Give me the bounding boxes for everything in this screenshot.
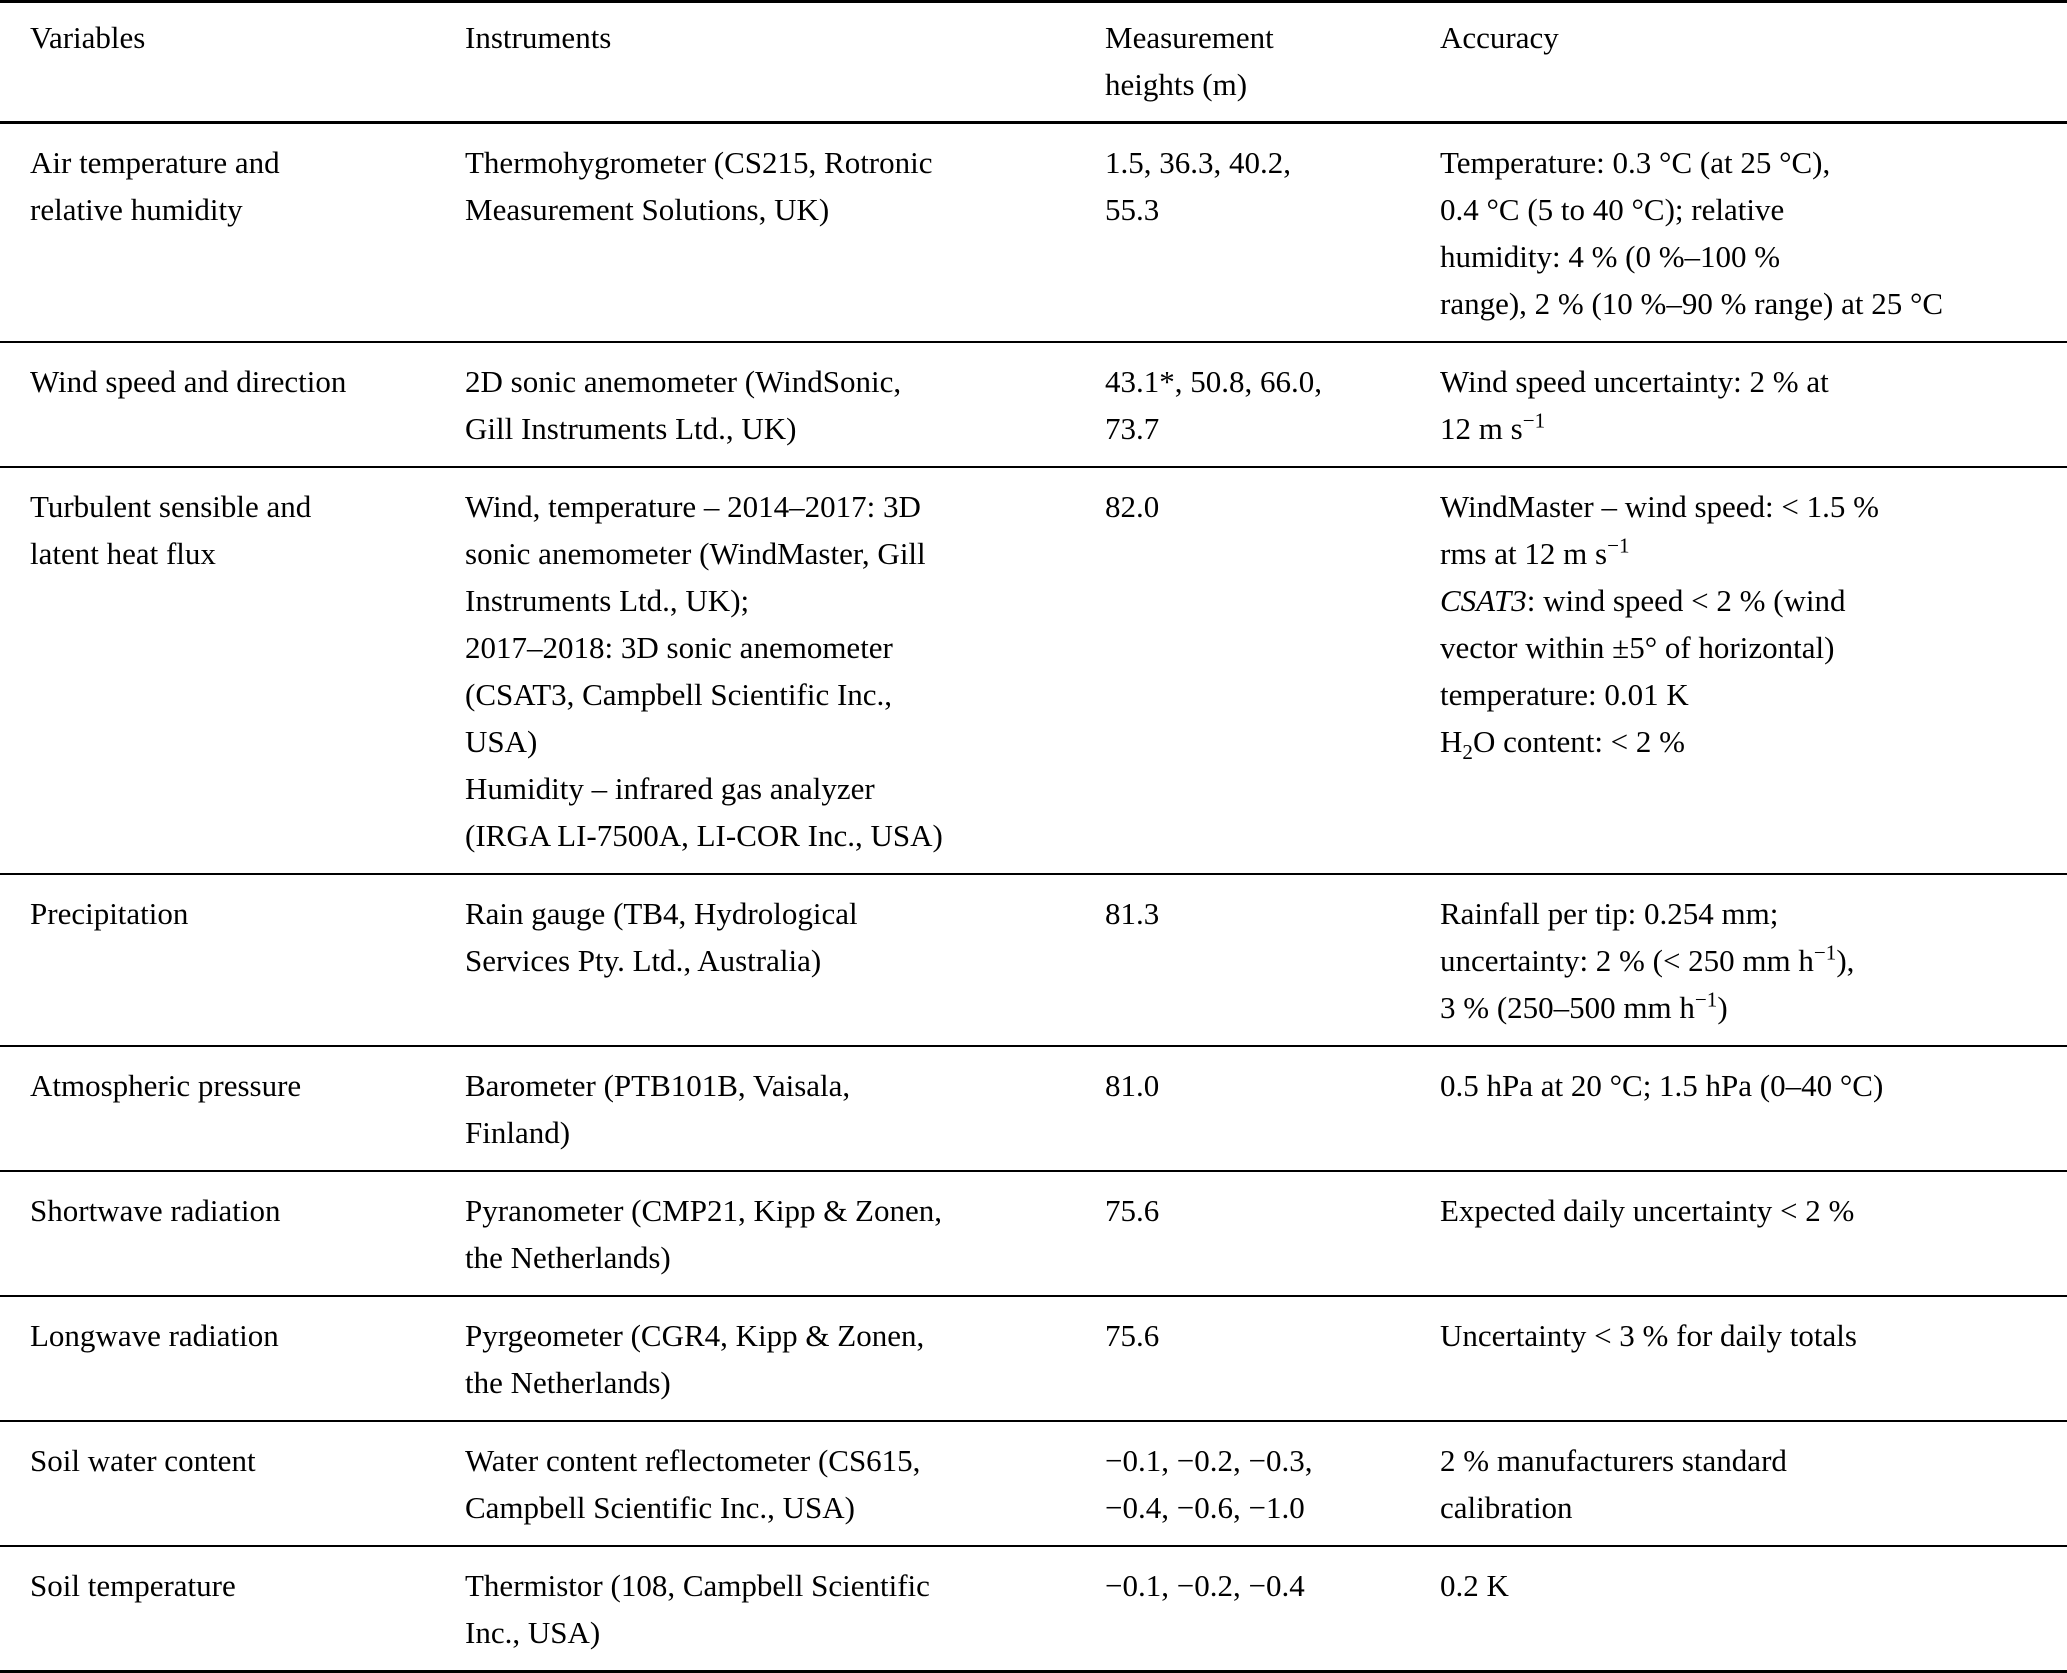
instrument-cell: Wind, temperature – 2014–2017: 3D sonic anemometer (WindMaster, Gill Instruments Ltd., UK); 2017–2018: 3D sonic anemometer (CSAT3, Campbell Scientific Inc., USA) Humidity – infrared gas analyzer (IRGA LI-7500A, LI-COR Inc., USA): [465, 489, 943, 853]
accuracy-cell: Expected daily uncertainty < 2 %: [1440, 1193, 1855, 1228]
accuracy-cell: 0.5 hPa at 20 °C; 1.5 hPa (0–40 °C): [1440, 1068, 1884, 1103]
accuracy-cell: 0.2 K: [1440, 1568, 1509, 1603]
heights-cell: 81.3: [1105, 896, 1160, 931]
variable-cell: Precipitation: [30, 896, 189, 931]
instrument-cell: Barometer (PTB101B, Vaisala, Finland): [465, 1068, 851, 1150]
row-air-temperature-humidity: [0, 123, 2067, 343]
instrument-cell: Thermohygrometer (CS215, Rotronic Measurement Solutions, UK): [465, 145, 933, 227]
variable-cell: Atmospheric pressure: [30, 1068, 302, 1103]
variable-cell: Wind speed and direction: [30, 364, 347, 399]
accuracy-cell: Rainfall per tip: 0.254 mm; uncertainty: 2 % (< 250 mm $h^{-1}$), 3 % (250–500 mm $h^{-1}$): [1440, 896, 1855, 1025]
accuracy-cell: Wind speed uncertainty: 2 % at 12 m $s^{-1}$: [1440, 364, 1829, 446]
heights-cell: −0.1, −0.2, −0.4: [1105, 1568, 1305, 1603]
instrument-cell: Pyrgeometer (CGR4, Kipp & Zonen, the Netherlands): [465, 1318, 925, 1400]
instrument-cell: Rain gauge (TB4, Hydrological Services Pty. Ltd., Australia): [465, 896, 858, 978]
accuracy-cell: Temperature: 0.3 °C (at 25 °C), 0.4 °C (5 to 40 °C); relative humidity: 4 % (0 %–100 % range), 2 % (10 %–90 % range) at 25 °C: [1440, 145, 1944, 321]
row-shortwave-radiation: [0, 1171, 2067, 1296]
variable-cell: Soil water content: [30, 1443, 256, 1478]
instrument-cell: Pyranometer (CMP21, Kipp & Zonen, the Netherlands): [465, 1193, 943, 1275]
variable-cell: Longwave radiation: [30, 1318, 279, 1353]
row-soil-water-content: [0, 1421, 2067, 1546]
accuracy-cell: Uncertainty < 3 % for daily totals: [1440, 1318, 1857, 1353]
heights-cell: −0.1, −0.2, −0.3, −0.4, −0.6, −1.0: [1105, 1443, 1313, 1525]
instrument-cell: Thermistor (108, Campbell Scientific Inc., USA): [465, 1568, 930, 1650]
table-header-row: [0, 2, 2067, 123]
row-turbulent-heat-flux: [0, 467, 2067, 874]
column-header-variables: Variables: [30, 20, 146, 55]
heights-cell: 75.6: [1105, 1318, 1160, 1353]
instrument-cell: 2D sonic anemometer (WindSonic, Gill Instruments Ltd., UK): [465, 364, 902, 446]
column-header-accuracy: Accuracy: [1440, 20, 1559, 55]
row-longwave-radiation: [0, 1296, 2067, 1421]
variable-cell: Soil temperature: [30, 1568, 236, 1603]
heights-cell: 81.0: [1105, 1068, 1160, 1103]
row-precipitation: [0, 874, 2067, 1046]
column-header-measurement-heights: Measurement heights (m): [1105, 20, 1274, 102]
variable-cell: Shortwave radiation: [30, 1193, 281, 1228]
instrument-cell: Water content reflectometer (CS615, Campbell Scientific Inc., USA): [465, 1443, 921, 1525]
accuracy-cell: 2 % manufacturers standard calibration: [1440, 1443, 1787, 1525]
heights-cell: 43.1*, 50.8, 66.0, 73.7: [1105, 364, 1322, 446]
column-header-instruments: Instruments: [465, 20, 612, 55]
row-atmospheric-pressure: [0, 1046, 2067, 1171]
variable-cell: Turbulent sensible and latent heat flux: [30, 489, 312, 571]
row-wind-speed-direction: [0, 342, 2067, 467]
heights-cell: 1.5, 36.3, 40.2, 55.3: [1105, 145, 1291, 227]
variable-cell: Air temperature and relative humidity: [30, 145, 280, 227]
heights-cell: 75.6: [1105, 1193, 1160, 1228]
heights-cell: 82.0: [1105, 489, 1160, 524]
row-soil-temperature: [0, 1546, 2067, 1672]
accuracy-cell: WindMaster – wind speed: < 1.5 % rms at 12 m $s^{-1}$ CSAT3: wind speed < 2 % (wind vector within ±5° of horizontal) temperature: 0.01 K $H_2O$ content: < 2 %: [1440, 489, 1879, 765]
